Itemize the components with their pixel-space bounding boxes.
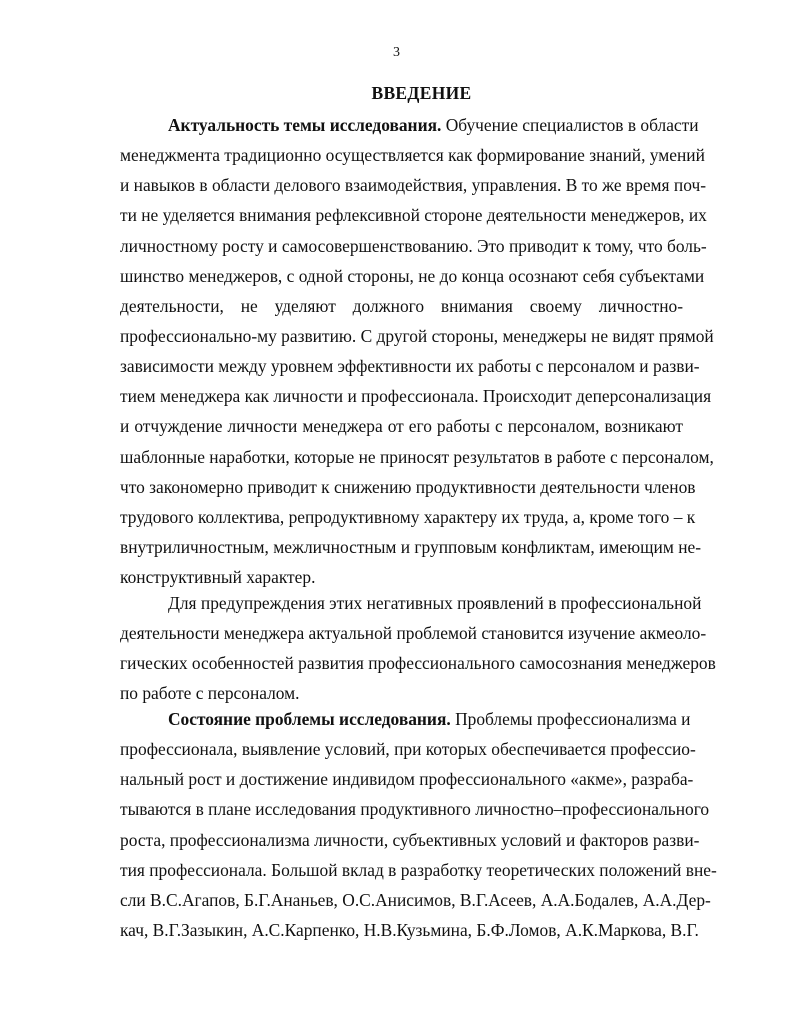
paragraph-line: тываются в плане исследования продуктивного личностно–профессионального <box>120 799 710 820</box>
paragraph-line: и навыков в области делового взаимодействия, управления. В то же время поч- <box>120 175 706 196</box>
paragraph-line: деятельности, не уделяют должного внимания своему личностно- <box>120 295 683 316</box>
paragraph-line: профессионала, выявление условий, при которых обеспечивается профессио- <box>120 739 696 760</box>
paragraph-line: Состояние проблемы исследования. Проблемы профессионализма и <box>168 709 691 729</box>
paragraph-prevention <box>120 588 716 709</box>
paragraph-line: деятельности менеджера актуальной проблемой становится изучение акмеоло- <box>120 623 707 644</box>
paragraph-line: конструктивный характер. <box>120 567 316 588</box>
paragraph-line: что закономерно приводит к снижению продуктивности деятельности членов <box>120 476 696 497</box>
paragraph-line: внутриличностным, межличностным и групповым конфликтам, имеющим не- <box>120 536 702 557</box>
paragraph-line: личностному росту и самосовершенствованию. Это приводит к тому, что боль- <box>120 235 707 256</box>
paragraph-line: гических особенностей развития профессионального самосознания менеджеров <box>120 653 716 674</box>
paragraph-line: сли В.С.Агапов, Б.Г.Ананьев, О.С.Анисимов, В.Г.Асеев, А.А.Бодалев, А.А.Дер- <box>120 889 711 910</box>
paragraph-line: нальный рост и достижение индивидом профессионального «акме», разраба- <box>120 769 694 790</box>
paragraph-line: тия профессионала. Большой вклад в разработку теоретических положений вне- <box>120 859 717 880</box>
paragraph-line: и отчуждение личности менеджера от его работы с персоналом, возникают <box>120 416 683 437</box>
paragraph-relevance <box>120 110 714 592</box>
paragraph-line: ти не уделяется внимания рефлексивной стороне деятельности менеджеров, их <box>120 205 707 226</box>
paragraph-line: Актуальность темы исследования. Обучение специалистов в области <box>168 115 699 135</box>
paragraph-line: Для предупреждения этих негативных проявлений в профессиональной <box>168 593 702 613</box>
paragraph-line: зависимости между уровнем эффективности их работы с персоналом и разви- <box>120 356 700 377</box>
paragraph-line: кач, В.Г.Зазыкин, А.С.Карпенко, Н.В.Кузьмина, Б.Ф.Ломов, А.К.Маркова, В.Г. <box>120 919 699 940</box>
paragraph-state-of-problem <box>120 704 717 945</box>
section-heading-state: Состояние проблемы исследования. <box>168 709 451 729</box>
section-heading-relevance: Актуальность темы исследования. <box>168 115 442 135</box>
page-number: 3 <box>393 45 400 60</box>
paragraph-line: по работе с персоналом. <box>120 683 300 704</box>
paragraph-line: менеджмента традиционно осуществляется как формирование знаний, умений <box>120 145 705 166</box>
page-title: ВВЕДЕНИЕ <box>371 83 472 103</box>
paragraph-line: профессионально-му развитию. С другой стороны, менеджеры не видят прямой <box>120 325 714 346</box>
paragraph-line: шинство менеджеров, с одной стороны, не до конца осознают себя субъектами <box>120 265 705 286</box>
paragraph-line: роста, профессионализма личности, субъективных условий и факторов разви- <box>120 829 700 850</box>
paragraph-line: трудового коллектива, репродуктивному характеру их труда, а, кроме того – к <box>120 506 696 527</box>
paragraph-line: тием менеджера как личности и профессионала. Происходит деперсонализация <box>120 386 712 407</box>
paragraph-line: шаблонные наработки, которые не приносят результатов в работе с персоналом, <box>120 446 714 467</box>
